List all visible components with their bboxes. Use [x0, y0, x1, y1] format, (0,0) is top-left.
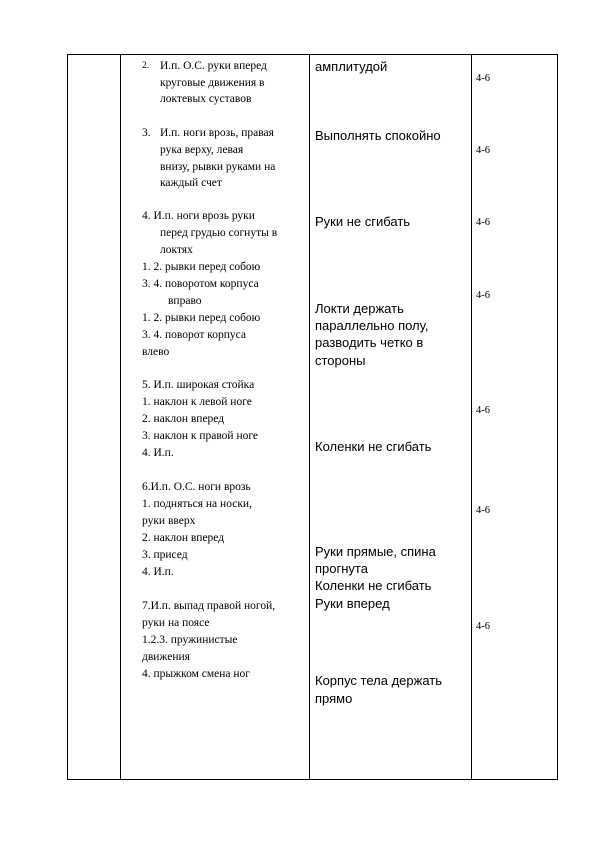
dosage-5: 4-6	[476, 405, 490, 416]
exercise-3-line-4: каждый счет	[160, 177, 222, 189]
guideline-torso-line-2: прямо	[315, 691, 353, 706]
exercise-4-line-8: 3. 4. поворот корпуса	[142, 329, 247, 341]
exercise-2-number: 2.	[142, 61, 150, 71]
column-divider-1	[120, 54, 121, 780]
exercise-6-line-5: 3. присед	[142, 549, 188, 561]
column-divider-2	[309, 54, 310, 780]
guideline-torso-line-1: Корпус тела держать	[315, 673, 442, 688]
exercise-6-line-6: 4. И.п.	[142, 566, 174, 578]
dosage-3: 4-6	[476, 217, 490, 228]
exercise-2-line-1: И.п. О.С. руки вперед	[160, 60, 267, 72]
exercise-6-line-3: руки вверх	[142, 515, 196, 527]
dosage-6: 4-6	[476, 505, 490, 516]
exercise-2-line-3: локтевых суставов	[160, 93, 252, 105]
exercise-4-line-6: вправо	[168, 295, 202, 307]
exercise-4-line-1: 4. И.п. ноги врозь руки	[142, 210, 255, 222]
guideline-arms-back-line-2: прогнута	[315, 561, 368, 576]
guideline-calm: Выполнять спокойно	[315, 128, 441, 143]
exercise-4-line-7: 1. 2. рывки перед собою	[142, 312, 261, 324]
exercise-5-line-5: 4. И.п.	[142, 447, 174, 459]
exercise-2-line-2: круговые движения в	[160, 77, 265, 89]
table-border-top	[67, 54, 558, 55]
exercise-7-line-4: движения	[142, 651, 190, 663]
exercise-3-line-2: рука верху, левая	[160, 144, 244, 156]
exercise-7-line-3: 1.2.3. пружинистые	[142, 634, 238, 646]
guideline-arms-straight: Руки не сгибать	[315, 214, 411, 229]
exercise-6-line-2: 1. подняться на носки,	[142, 498, 252, 510]
guideline-knees-straight-2: Коленки не сгибать	[315, 578, 432, 593]
exercise-6-line-1: 6.И.п. О.С. ноги врозь	[142, 481, 251, 493]
exercise-7-line-2: руки на поясе	[142, 617, 210, 629]
exercise-5-line-4: 3. наклон к правой ноге	[142, 430, 259, 442]
dosage-4: 4-6	[476, 290, 490, 301]
exercise-3-line-3: внизу, рывки руками на	[160, 161, 276, 173]
exercise-5-line-2: 1. наклон к левой ноге	[142, 396, 252, 408]
dosage-1: 4-6	[476, 73, 490, 84]
exercise-4-line-2: перед грудью согнуты в	[160, 227, 278, 239]
guideline-arms-back-line-1: Руки прямые, спина	[315, 544, 436, 559]
exercise-7-line-1: 7.И.п. выпад правой ногой,	[142, 600, 276, 612]
guideline-knees-straight: Коленки не сгибать	[315, 439, 432, 454]
guideline-elbows-line-2: параллельно полу,	[315, 318, 429, 333]
exercise-5-line-3: 2. наклон вперед	[142, 413, 225, 425]
guideline-amplitude: амплитудой	[315, 59, 388, 74]
dosage-7: 4-6	[476, 621, 490, 632]
column-divider-3	[471, 54, 472, 780]
guideline-elbows-line-4: стороны	[315, 353, 366, 368]
exercise-3-line-1: И.п. ноги врозь, правая	[160, 127, 274, 139]
exercise-4-line-9: влево	[142, 346, 170, 358]
exercise-6-line-4: 2. наклон вперед	[142, 532, 225, 544]
exercise-4-line-5: 3. 4. поворотом корпуса	[142, 278, 259, 290]
exercise-5-line-1: 5. И.п. широкая стойка	[142, 379, 255, 391]
exercise-3-number: 3.	[142, 127, 151, 139]
guideline-elbows-line-3: разводить четко в	[315, 335, 424, 350]
exercise-4-line-4: 1. 2. рывки перед собою	[142, 261, 261, 273]
dosage-2: 4-6	[476, 145, 490, 156]
exercise-7-line-5: 4. прыжком смена ног	[142, 668, 251, 680]
table-border-bottom	[67, 779, 558, 780]
table-border-right	[557, 54, 558, 780]
guideline-elbows-line-1: Локти держать	[315, 301, 404, 316]
exercise-4-line-3: локтях	[160, 244, 193, 256]
guideline-arms-forward: Руки вперед	[315, 596, 390, 611]
table-border-left	[67, 54, 68, 780]
